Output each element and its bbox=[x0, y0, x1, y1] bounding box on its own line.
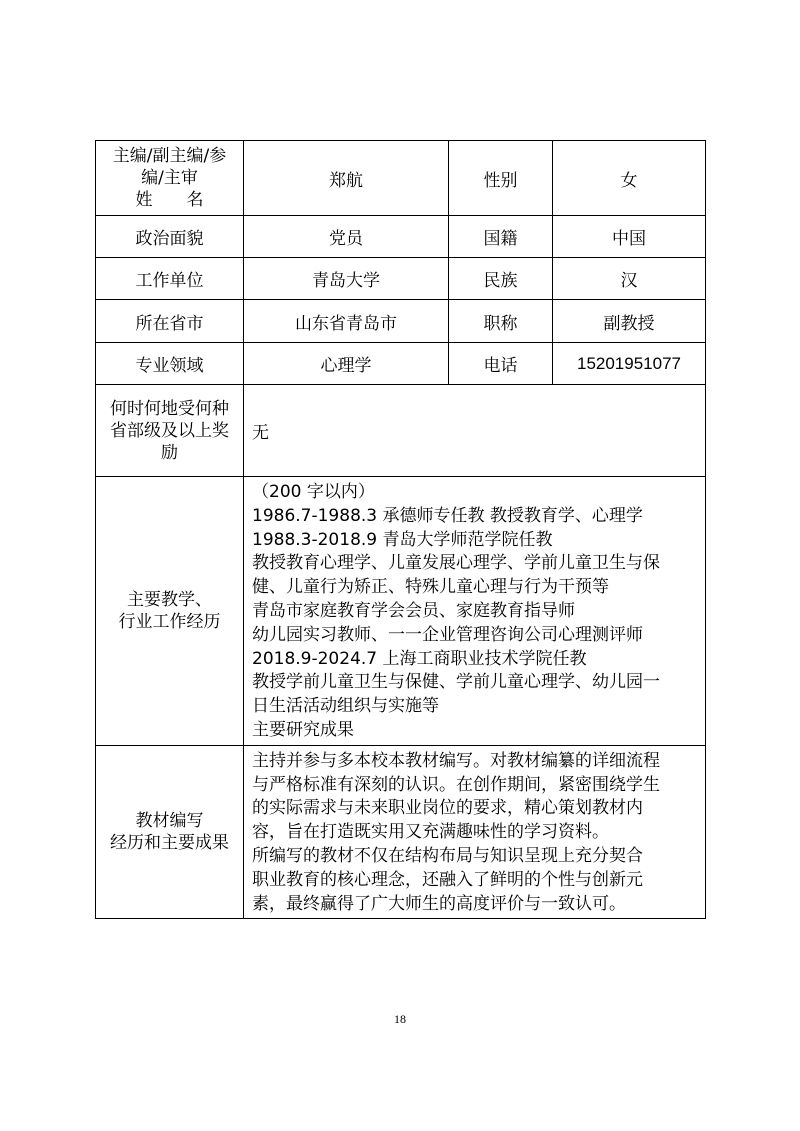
political-status-label: 政治面貌 bbox=[96, 216, 244, 258]
ethnicity-label: 民族 bbox=[449, 258, 553, 300]
textbook-line: 职业教育的核心理念，还融入了鲜明的个性与创新元 bbox=[252, 869, 643, 890]
experience-line: 教授学前儿童卫生与保健、学前儿童心理学、幼儿园一 bbox=[252, 672, 660, 693]
gender-value: 女 bbox=[553, 141, 706, 216]
editor-name-label: 主编/副主编/参 编/主审 姓 名 bbox=[96, 141, 244, 216]
employer-value: 青岛大学 bbox=[244, 258, 449, 300]
political-status-value: 党员 bbox=[244, 216, 449, 258]
ethnicity-value: 汉 bbox=[553, 258, 706, 300]
name-value: 郑航 bbox=[244, 141, 449, 216]
table-row bbox=[96, 141, 706, 216]
table-row bbox=[96, 343, 706, 385]
textbook-line: 容，旨在打造既实用又充满趣味性的学习资料。 bbox=[252, 822, 609, 843]
nationality-label: 国籍 bbox=[449, 216, 553, 258]
textbook-line: 主持并参与多本校本教材编写。对教材编纂的详细流程 bbox=[252, 750, 660, 771]
location-value: 山东省青岛市 bbox=[244, 300, 449, 343]
textbook-line: 的实际需求与未来职业岗位的要求，精心策划教材内 bbox=[252, 798, 643, 819]
experience-line: 青岛市家庭教育学会会员、家庭教育指导师 bbox=[252, 600, 575, 621]
employer-label: 工作单位 bbox=[96, 258, 244, 300]
table-row bbox=[96, 300, 706, 343]
info-form-table bbox=[95, 140, 706, 919]
experience-line: 1986.7-1988.3 承德师专任教 教授教育学、心理学 bbox=[252, 505, 643, 526]
table-row bbox=[96, 216, 706, 258]
table-row bbox=[96, 477, 706, 746]
table-row bbox=[96, 745, 706, 919]
experience-label: 主要教学、 行业工作经历 bbox=[96, 477, 244, 746]
experience-line: 主要研究成果 bbox=[252, 719, 354, 740]
experience-line: 健、儿童行为矫正、特殊儿童心理与行为干预等 bbox=[252, 577, 609, 598]
phone-value: 15201951077 bbox=[553, 343, 706, 385]
experience-line: 日生活活动组织与实施等 bbox=[252, 696, 439, 717]
field-label: 专业领域 bbox=[96, 343, 244, 385]
textbook-line: 与严格标准有深刻的认识。在创作期间，紧密围绕学生 bbox=[252, 774, 660, 795]
textbook-line: 所编写的教材不仅在结构布局与知识呈现上充分契合 bbox=[252, 845, 643, 866]
experience-line: （200 字以内） bbox=[252, 482, 375, 502]
page-number: 18 bbox=[394, 1012, 406, 1026]
award-value: 无 bbox=[244, 385, 706, 477]
field-value: 心理学 bbox=[244, 343, 449, 385]
title-value: 副教授 bbox=[553, 300, 706, 343]
award-label: 何时何地受何种 省部级及以上奖 励 bbox=[96, 385, 244, 477]
experience-line: 幼儿园实习教师、一一企业管理咨询公司心理测评师 bbox=[252, 624, 643, 645]
experience-content bbox=[244, 477, 706, 746]
location-label: 所在省市 bbox=[96, 300, 244, 343]
textbook-label: 教材编写 经历和主要成果 bbox=[96, 745, 244, 919]
experience-line: 2018.9-2024.7 上海工商职业技术学院任教 bbox=[252, 648, 587, 669]
experience-line: 1988.3-2018.9 青岛大学师范学院任教 bbox=[252, 529, 553, 550]
table-row bbox=[96, 385, 706, 477]
nationality-value: 中国 bbox=[553, 216, 706, 258]
title-label: 职称 bbox=[449, 300, 553, 343]
textbook-line: 素，最终赢得了广大师生的高度评价与一致认可。 bbox=[252, 893, 626, 914]
phone-label: 电话 bbox=[449, 343, 553, 385]
gender-label: 性别 bbox=[449, 141, 553, 216]
experience-line: 教授教育心理学、儿童发展心理学、学前儿童卫生与保 bbox=[252, 553, 660, 574]
table-row bbox=[96, 258, 706, 300]
textbook-content bbox=[244, 745, 706, 919]
